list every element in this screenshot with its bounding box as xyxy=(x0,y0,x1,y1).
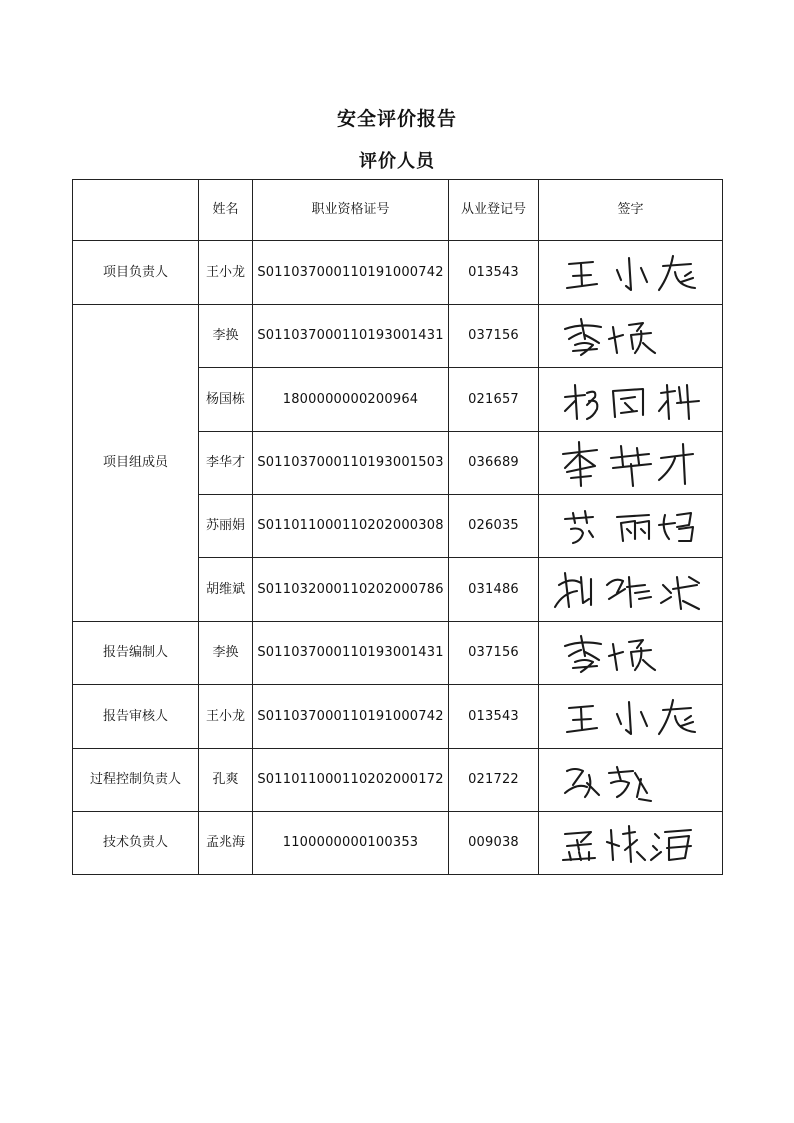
handwritten-signature-image xyxy=(551,499,711,553)
name-cell: 李换 xyxy=(199,622,253,685)
signature-cell xyxy=(539,812,723,875)
handwritten-signature-image xyxy=(551,753,711,807)
reg-no-cell: 031486 xyxy=(449,558,539,622)
table-row xyxy=(73,749,723,812)
name-cell: 杨国栋 xyxy=(199,368,253,432)
reg-no-cell: 009038 xyxy=(449,812,539,875)
personnel-table xyxy=(72,179,723,875)
cert-no-cell: S011037000110193001431 xyxy=(253,305,449,368)
signature-cell xyxy=(539,241,723,305)
table-row xyxy=(73,241,723,305)
cert-no-cell: 1100000000100353 xyxy=(253,812,449,875)
name-cell: 李华才 xyxy=(199,432,253,495)
handwritten-signature-image xyxy=(551,690,711,744)
header-name: 姓名 xyxy=(199,180,253,241)
reg-no-cell: 036689 xyxy=(449,432,539,495)
table-row xyxy=(73,812,723,875)
section-subtitle: 评价人员 xyxy=(359,151,435,172)
table-row xyxy=(73,305,723,368)
role-cell: 项目组成员 xyxy=(73,305,199,622)
name-cell: 胡维斌 xyxy=(199,558,253,622)
reg-no-cell: 037156 xyxy=(449,622,539,685)
handwritten-signature-image xyxy=(551,436,711,490)
handwritten-signature-image xyxy=(551,626,711,680)
document-title: 安全评价报告 xyxy=(336,108,457,130)
signature-cell xyxy=(539,368,723,432)
role-cell: 项目负责人 xyxy=(73,241,199,305)
cert-no-cell: 1800000000200964 xyxy=(253,368,449,432)
name-cell: 苏丽娟 xyxy=(199,495,253,558)
signature-cell xyxy=(539,558,723,622)
header-role xyxy=(73,180,199,241)
name-cell: 孟兆海 xyxy=(199,812,253,875)
header-reg-no: 从业登记号 xyxy=(449,180,539,241)
role-cell: 报告编制人 xyxy=(73,622,199,685)
signature-cell xyxy=(539,622,723,685)
signature-cell xyxy=(539,432,723,495)
reg-no-cell: 037156 xyxy=(449,305,539,368)
role-cell: 技术负责人 xyxy=(73,812,199,875)
header-signature: 签字 xyxy=(539,180,723,241)
name-cell: 孔爽 xyxy=(199,749,253,812)
header-cert-no: 职业资格证号 xyxy=(253,180,449,241)
role-cell: 报告审核人 xyxy=(73,685,199,749)
table-header-row xyxy=(73,180,723,241)
table-row xyxy=(73,685,723,749)
name-cell: 李换 xyxy=(199,305,253,368)
reg-no-cell: 013543 xyxy=(449,241,539,305)
table-row xyxy=(73,622,723,685)
cert-no-cell: S011011000110202000308 xyxy=(253,495,449,558)
reg-no-cell: 013543 xyxy=(449,685,539,749)
cert-no-cell: S011011000110202000172 xyxy=(253,749,449,812)
reg-no-cell: 021722 xyxy=(449,749,539,812)
cert-no-cell: S011037000110193001503 xyxy=(253,432,449,495)
reg-no-cell: 026035 xyxy=(449,495,539,558)
handwritten-signature-image xyxy=(551,563,711,617)
cert-no-cell: S011037000110191000742 xyxy=(253,241,449,305)
cert-no-cell: S011032000110202000786 xyxy=(253,558,449,622)
cert-no-cell: S011037000110193001431 xyxy=(253,622,449,685)
cert-no-cell: S011037000110191000742 xyxy=(253,685,449,749)
signature-cell xyxy=(539,749,723,812)
signature-cell xyxy=(539,685,723,749)
handwritten-signature-image xyxy=(551,246,711,300)
signature-cell xyxy=(539,305,723,368)
signature-cell xyxy=(539,495,723,558)
name-cell: 王小龙 xyxy=(199,241,253,305)
handwritten-signature-image xyxy=(551,816,711,870)
reg-no-cell: 021657 xyxy=(449,368,539,432)
role-cell: 过程控制负责人 xyxy=(73,749,199,812)
handwritten-signature-image xyxy=(551,309,711,363)
handwritten-signature-image xyxy=(551,373,711,427)
name-cell: 王小龙 xyxy=(199,685,253,749)
